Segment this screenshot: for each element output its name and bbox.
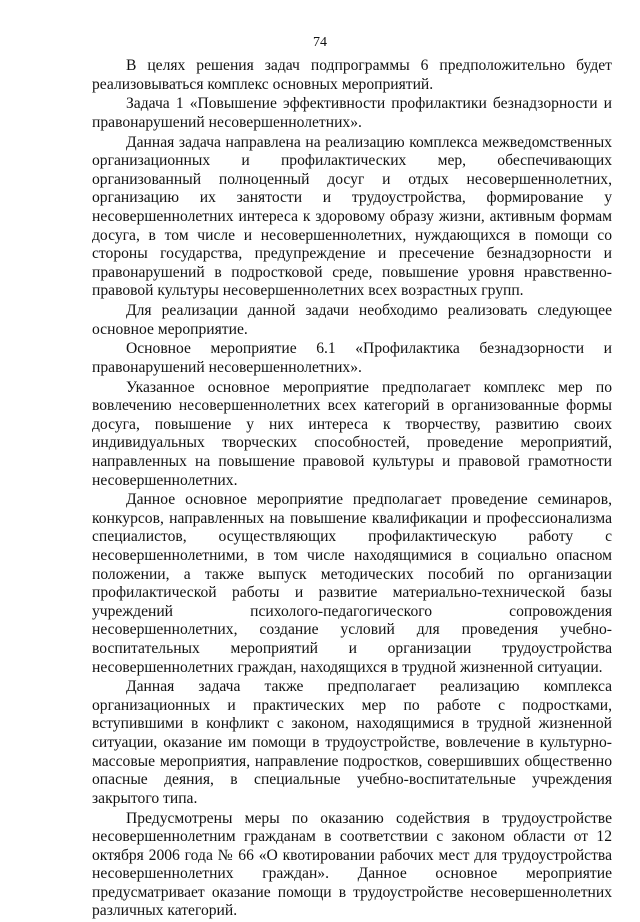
paragraph-measure-description: Указанное основное мероприятие предполагает комплекс мер по вовлечению несовершеннолетних всех категорий в организованные формы досуга, повышение у них интереса к творчеству, развитию своих индивидуальных творческих способностей, проведение мероприятий, направленных на повышение правовой культуры и правовой грамотности несовершеннолетних. xyxy=(92,378,612,489)
paragraph-task-1-description: Данная задача направлена на реализацию комплекса межведомственных организационных и профилактических мер, обеспечивающих организованный полноценный досуг и отдых несовершеннолетних, организацию их занятости и трудоустройства, формирование у несовершеннолетних интереса к здоровому образу жизни, активным формам досуга, в том числе и несовершеннолетних, нуждающихся в помощи со стороны государства, предупреждение и пресечение безнадзорности и правонарушений в подростковой среде, повышение уровня нравственно-правовой культуры несовершеннолетних всех возрастных групп. xyxy=(92,133,612,300)
paragraph-employment-assistance: Предусмотрены меры по оказанию содействия в трудоустройстве несовершеннолетним гражданам в соответствии с законом области от 12 октября 2006 года № 66 «О квотировании рабочих мест для трудоустройства несовершеннолетних граждан». Данное основное мероприятие предусматривает оказание помощи в трудоустройстве несовершеннолетних различных категорий. xyxy=(92,809,612,920)
paragraph-teenagers-work: Данная задача также предполагает реализацию комплекса организационных и практических мер по работе с подростками, вступившими в конфликт с законом, находящимися в трудной жизненной ситуации, оказание им помощи в трудоустройстве, вовлечение в культурно-массовые мероприятия, направление подростков, совершивших общественно опасные деяния, в специальные учебно-воспитательные учреждения закрытого типа. xyxy=(92,678,612,807)
paragraph-implementation-note: Для реализации данной задачи необходимо реализовать следующее основное мероприятие. xyxy=(92,302,612,338)
paragraph-measure-6-1-title: Основное мероприятие 6.1 «Профилактика безнадзорности и правонарушений несовершеннолетних». xyxy=(92,340,612,376)
document-body xyxy=(92,57,612,922)
paragraph-seminars: Данное основное мероприятие предполагает проведение семинаров, конкурсов, направленных на повышение квалификации и профессионализма специалистов, осуществляющих профилактическую работу с несовершеннолетними, в том числе находящимися в социально опасном положении, а также выпуск методических пособий по организации профилактической работы и развитие материально-технической базы учреждений психолого-педагогического сопровождения несовершеннолетних, создание условий для проведения учебно-воспитательных мероприятий и организации трудоустройства несовершеннолетних граждан, находящихся в трудной жизненной ситуации. xyxy=(92,491,612,676)
paragraph-task-1-title: Задача 1 «Повышение эффективности профилактики безнадзорности и правонарушений несовершеннолетних». xyxy=(92,95,612,131)
paragraph-intro: В целях решения задач подпрограммы 6 предположительно будет реализовываться комплекс основных мероприятий. xyxy=(92,57,612,93)
page-number: 74 xyxy=(313,35,327,50)
